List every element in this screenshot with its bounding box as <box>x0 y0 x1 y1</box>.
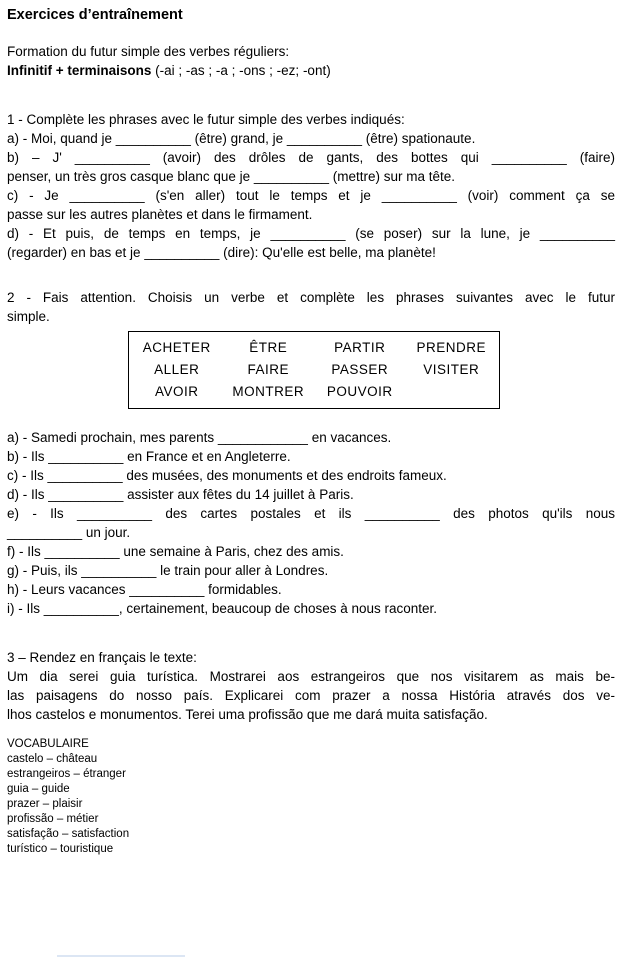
vocabulary-entry: castelo – château <box>7 753 98 765</box>
vocabulary-block <box>7 737 615 857</box>
intro-formula-endings: (-ai ; -as ; -a ; -ons ; -ez; -ont) <box>151 63 331 78</box>
verb-option: ALLER <box>154 362 200 377</box>
verb-option: AVOIR <box>154 384 199 399</box>
vocabulary-entry: satisfação – satisfaction <box>7 828 130 840</box>
page-title: Exercices d’entraînement <box>7 7 183 23</box>
exercise2-items <box>7 428 615 618</box>
exercise1-heading: 1 - Complète les phrases avec le futur simple des verbes indiqués: <box>7 112 405 127</box>
intro-rule-text: Formation du futur simple des verbes réguliers: <box>7 44 290 59</box>
verb-option: PRENDRE <box>416 340 486 355</box>
exercise1-item-c-line2: passe sur les autres planètes et dans le firmament. <box>7 207 313 222</box>
exercise2-item-c: c) - Ils __________ des musées, des monuments et des endroits fameux. <box>7 468 447 483</box>
exercise1 <box>7 110 615 262</box>
verb-choice-box <box>128 331 500 409</box>
exercise3-paragraph-line3: lhos castelos e monumentos. Terei uma profissão que me dará muita satisfação. <box>7 707 488 722</box>
exercise2-item-f: f) - Ils __________ une semaine à Paris, chez des amis. <box>7 544 344 559</box>
vocabulary-entry: profissão – métier <box>7 813 99 825</box>
intro-formula <box>7 61 615 80</box>
worksheet-page <box>7 6 615 857</box>
exercise2-item-i: i) - Ils __________, certainement, beaucoup de choses à nous raconter. <box>7 601 438 616</box>
exercise1-item-b-line1: b) – J' __________ (avoir) des drôles de gants, des bottes qui __________ (faire) <box>7 150 615 165</box>
exercise2-heading-line2: simple. <box>7 309 50 324</box>
verb-option: PASSER <box>331 362 389 377</box>
exercise3-paragraph-line2: las paisagens do nosso país. Explicarei com prazer a nossa História através dos ve- <box>7 688 615 703</box>
vocabulary-entry: prazer – plaisir <box>7 798 83 810</box>
exercise2-item-e-line2: __________ un jour. <box>7 525 131 540</box>
exercise3-heading: 3 – Rendez en français le texte: <box>7 650 197 665</box>
exercise1-item-c-line1: c) - Je __________ (s'en aller) tout le temps et je __________ (voir) comment ça se <box>7 188 615 203</box>
exercise1-item-a: a) - Moi, quand je __________ (être) grand, je __________ (être) spationaute. <box>7 131 476 146</box>
vocabulary-entry: guia – guide <box>7 783 70 795</box>
exercise1-item-d-line1: d) - Et puis, de temps en temps, je __________ (se poser) sur la lune, je __________ <box>7 226 615 241</box>
exercise2-item-d: d) - Ils __________ assister aux fêtes du 14 juillet à Paris. <box>7 487 354 502</box>
verb-option: MONTRER <box>232 384 305 399</box>
exercise2-item-b: b) - Ils __________ en France et en Angleterre. <box>7 449 291 464</box>
vocabulary-entry: turístico – touristique <box>7 843 114 855</box>
verb-option: FAIRE <box>247 362 289 377</box>
exercise2-item-g: g) - Puis, ils __________ le train pour aller à Londres. <box>7 563 329 578</box>
exercise2-heading-line1: 2 - Fais attention. Choisis un verbe et complète les phrases suivantes avec le futur <box>7 290 615 305</box>
exercise2 <box>7 288 615 618</box>
intro-formula-bold: Infinitif + terminaisons <box>7 63 152 78</box>
exercise1-item-b-line2: penser, un très gros casque blanc que je __________ (mettre) sur ma tête. <box>7 169 456 184</box>
exercise2-item-a: a) - Samedi prochain, mes parents ____________ en vacances. <box>7 430 392 445</box>
exercise2-item-e-line1: e) - Ils __________ des cartes postales et ils __________ des photos qu'ils nous <box>7 506 615 521</box>
page-bottom-divider <box>57 955 185 957</box>
exercise3-paragraph-line1: Um dia serei guia turística. Mostrarei aos estrangeiros que nos visitarem as mais be- <box>7 669 615 684</box>
intro-block <box>7 42 615 80</box>
verb-option: POUVOIR <box>326 384 393 399</box>
exercise2-item-h: h) - Leurs vacances __________ formidables. <box>7 582 282 597</box>
vocabulary-heading: VOCABULAIRE <box>7 738 89 750</box>
verb-option: VISITER <box>423 362 480 377</box>
exercise1-item-d-line2: (regarder) en bas et je __________ (dire): Qu'elle est belle, ma planète! <box>7 245 436 260</box>
exercise3 <box>7 648 615 724</box>
verb-option: PARTIR <box>334 340 386 355</box>
verb-option: ACHETER <box>142 340 211 355</box>
vocabulary-entry: estrangeiros – étranger <box>7 768 126 780</box>
verb-option: ÊTRE <box>249 340 288 355</box>
